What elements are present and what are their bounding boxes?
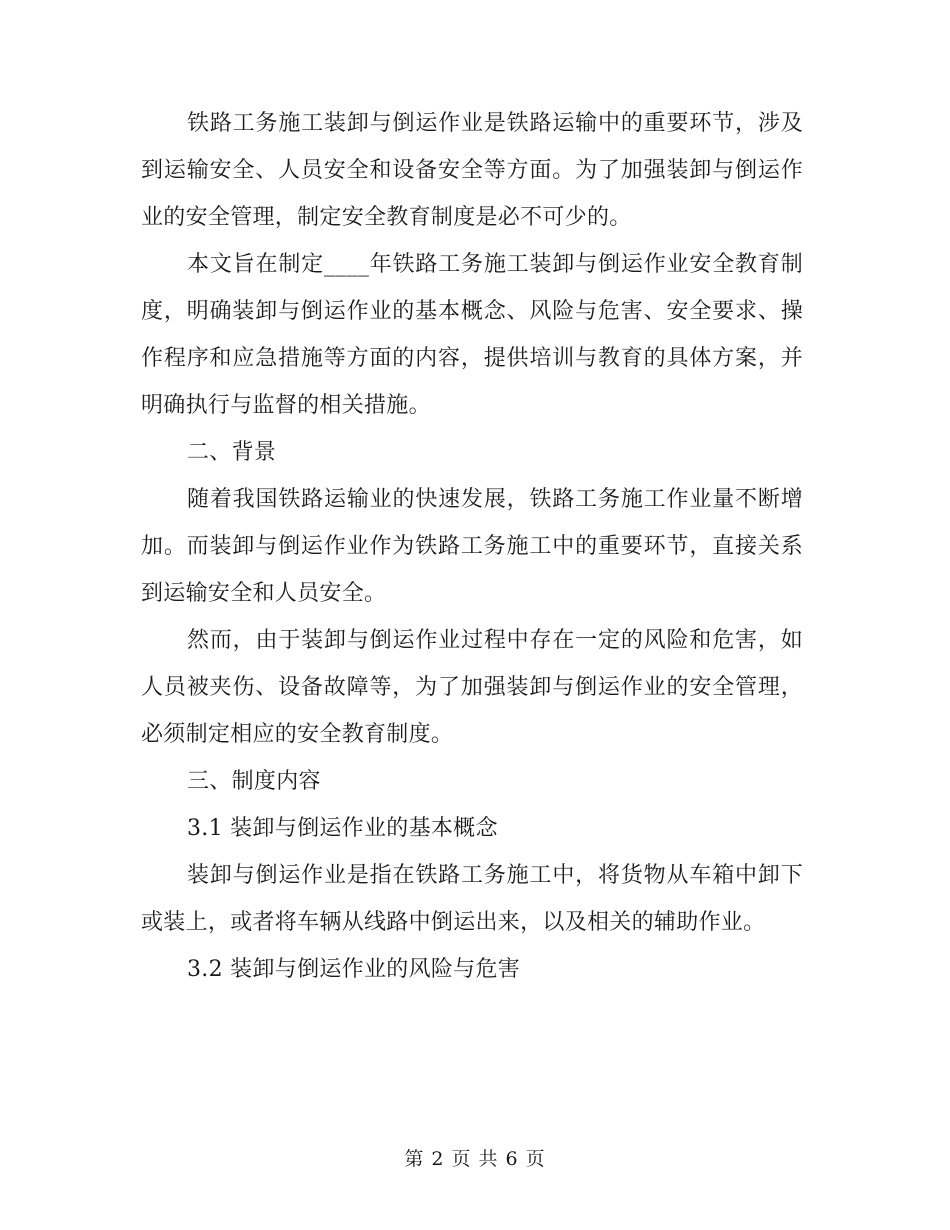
paragraph-background-1: 随着我国铁路运输业的快速发展，铁路工务施工作业量不断增加。而装卸与倒运作业作为铁路工务施工中的重要环节，直接关系到运输安全和人员安全。: [141, 487, 803, 606]
paragraph-concept: 装卸与倒运作业是指在铁路工务施工中，将货物从车箱中卸下或装上，或者将车辆从线路中倒运出来，以及相关的辅助作业。: [141, 863, 803, 935]
subsection-heading-3-1: 3.1 装卸与倒运作业的基本概念: [187, 816, 498, 841]
subsection-heading-3-2: 3.2 装卸与倒运作业的风险与危害: [187, 957, 521, 982]
section-heading-content: 三、制度内容: [187, 769, 321, 794]
paragraph-purpose: 本文旨在制定____年铁路工务施工装卸与倒运作业安全教育制度，明确装卸与倒运作业的基本概念、风险与危害、安全要求、操作程序和应急措施等方面的内容，提供培训与教育的具体方案，并明确执行与监督的相关措施。: [141, 252, 803, 418]
paragraph-intro: 铁路工务施工装卸与倒运作业是铁路运输中的重要环节，涉及到运输安全、人员安全和设备安全等方面。为了加强装卸与倒运作业的安全管理，制定安全教育制度是必不可少的。: [141, 111, 803, 230]
page-number-footer: 第 2 页 共 6 页: [404, 1148, 546, 1170]
paragraph-background-2: 然而，由于装卸与倒运作业过程中存在一定的风险和危害，如人员被夹伤、设备故障等，为了加强装卸与倒运作业的安全管理，必须制定相应的安全教育制度。: [141, 628, 803, 747]
document-body: [141, 100, 803, 993]
section-heading-background: 二、背景: [187, 440, 277, 465]
